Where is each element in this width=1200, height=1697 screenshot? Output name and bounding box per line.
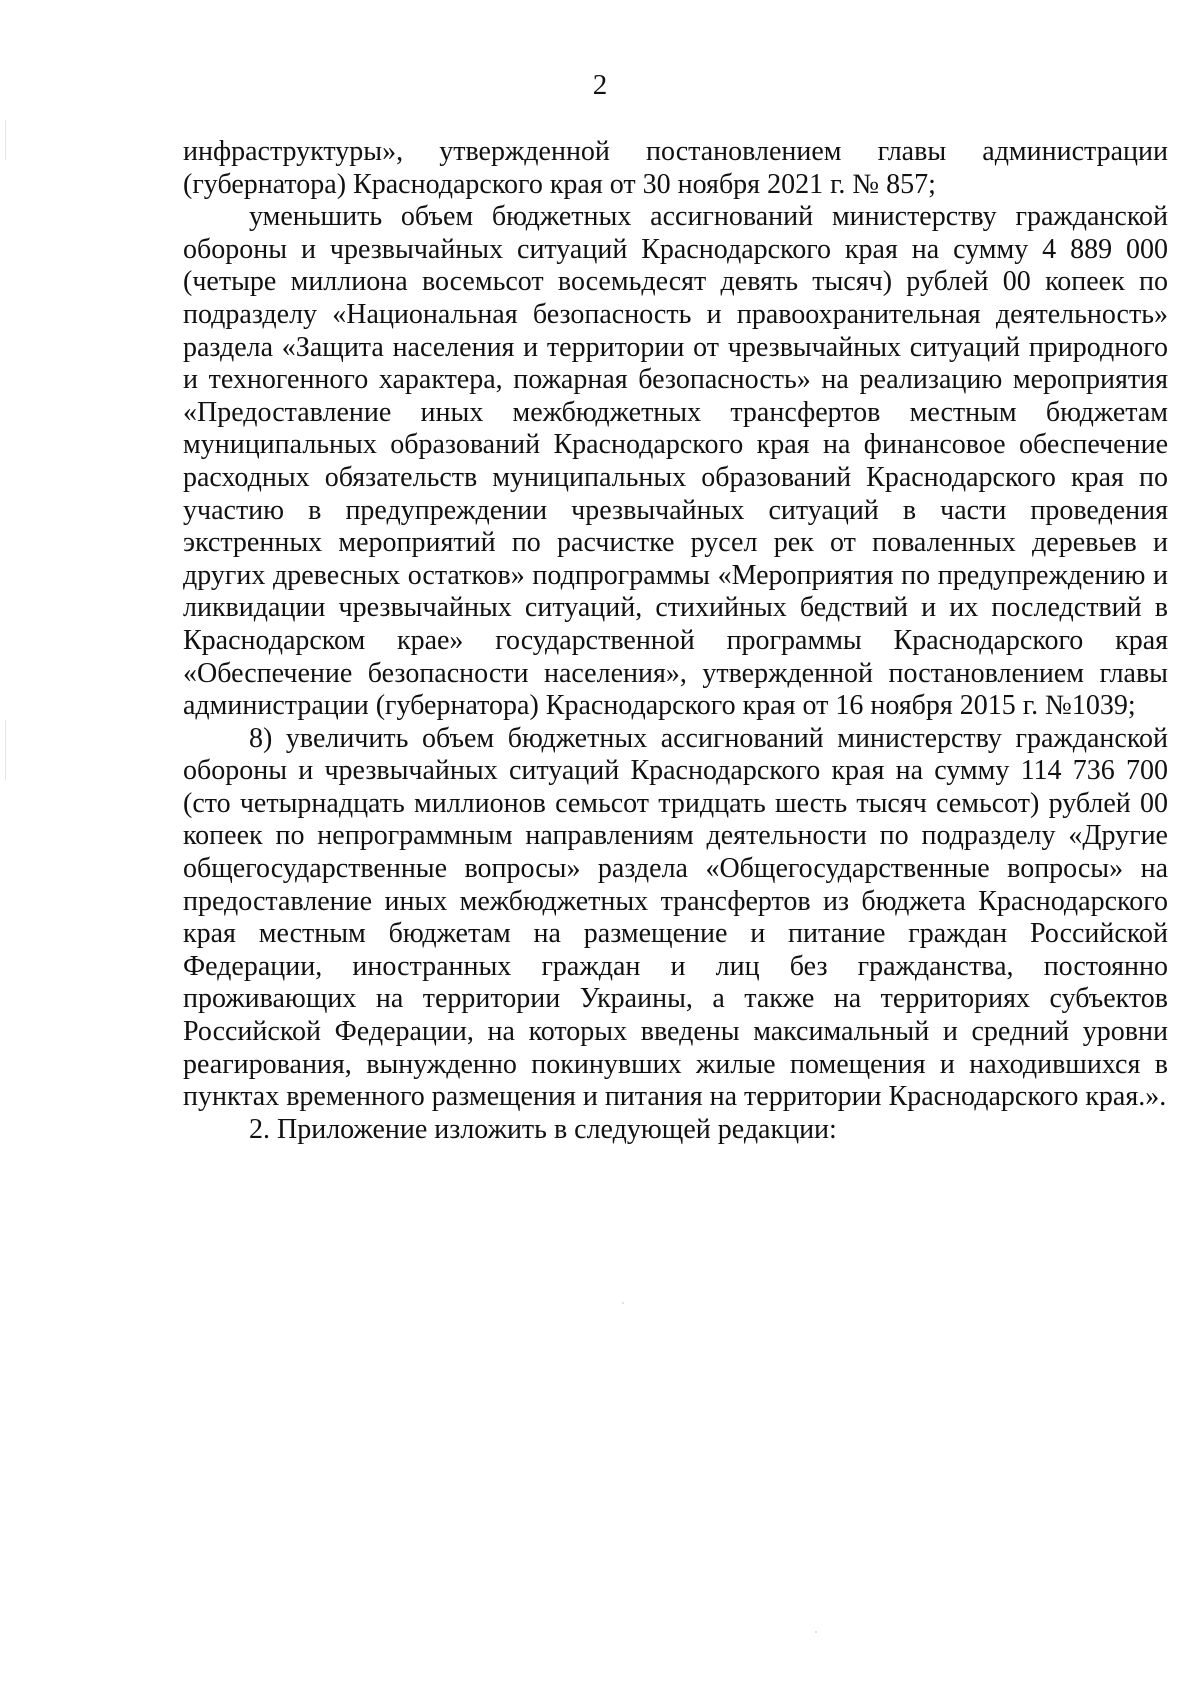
document-body bbox=[183, 136, 1168, 1146]
paragraph-decrease-allocations: уменьшить объем бюджетных ассигнований министерству гражданской обороны и чрезвычайных ситуаций Краснодарского края на сумму 4 889 000 (четыре миллиона восемьсот восемьдесят девять тысяч) рублей 00 копеек по подразделу «Национальная безопасность и правоохранительная деятельность» раздела «Защита населения и территории от чрезвычайных ситуаций природного и техногенного характера, пожарная безопасность» на реализацию мероприятия «Предоставление иных межбюджетных трансфертов местным бюджетам муниципальных образований Краснодарского края на финансовое обеспечение расходных обязательств муниципальных образований Краснодарского края по участию в предупреждении чрезвычайных ситуаций в части проведения экстренных мероприятий по расчистке русел рек от поваленных деревьев и других древесных остатков» подпрограммы «Мероприятия по предупреждению и ликвидации чрезвычайных ситуаций, стихийных бедствий и их последствий в Краснодарском крае» государственной программы Краснодарского края «Обеспечение безопасности населения», утвержденной постановлением главы администрации (губернатора) Краснодарского края от 16 ноября 2015 г. №1039; bbox=[183, 201, 1168, 722]
scan-margin-mark bbox=[5, 720, 6, 780]
scan-speck bbox=[815, 1631, 817, 1633]
scan-margin-mark bbox=[5, 120, 6, 160]
paragraph-item-8-increase-allocations: 8) увеличить объем бюджетных ассигнований министерству гражданской обороны и чрезвычайных ситуаций Краснодарского края на сумму 114 736 700 (сто четырнадцать миллионов семьсот тридцать шесть тысяч семьсот) рублей 00 копеек по непрограммным направлениям деятельности по подразделу «Другие общегосударственные вопросы» раздела «Общегосударственные вопросы» на предоставление иных межбюджетных трансфертов из бюджета Краснодарского края местным бюджетам на размещение и питание граждан Российской Федерации, иностранных граждан и лиц без гражданства, постоянно проживающих на территории Украины, а также на территориях субъектов Российской Федерации, на которых введены максимальный и средний уровни реагирования, вынужденно покинувших жилые помещения и находившихся в пунктах временного размещения и питания на территории Краснодарского края.». bbox=[183, 722, 1168, 1113]
paragraph-continuation: инфраструктуры», утвержденной постановлением главы администрации (губернатора) Краснодарского края от 30 ноября 2021 г. № 857; bbox=[183, 136, 1168, 200]
paragraph-appendix-statement: 2. Приложение изложить в следующей редакции: bbox=[249, 1113, 837, 1145]
scan-speck bbox=[622, 1302, 624, 1304]
page-number: 2 bbox=[592, 69, 608, 101]
